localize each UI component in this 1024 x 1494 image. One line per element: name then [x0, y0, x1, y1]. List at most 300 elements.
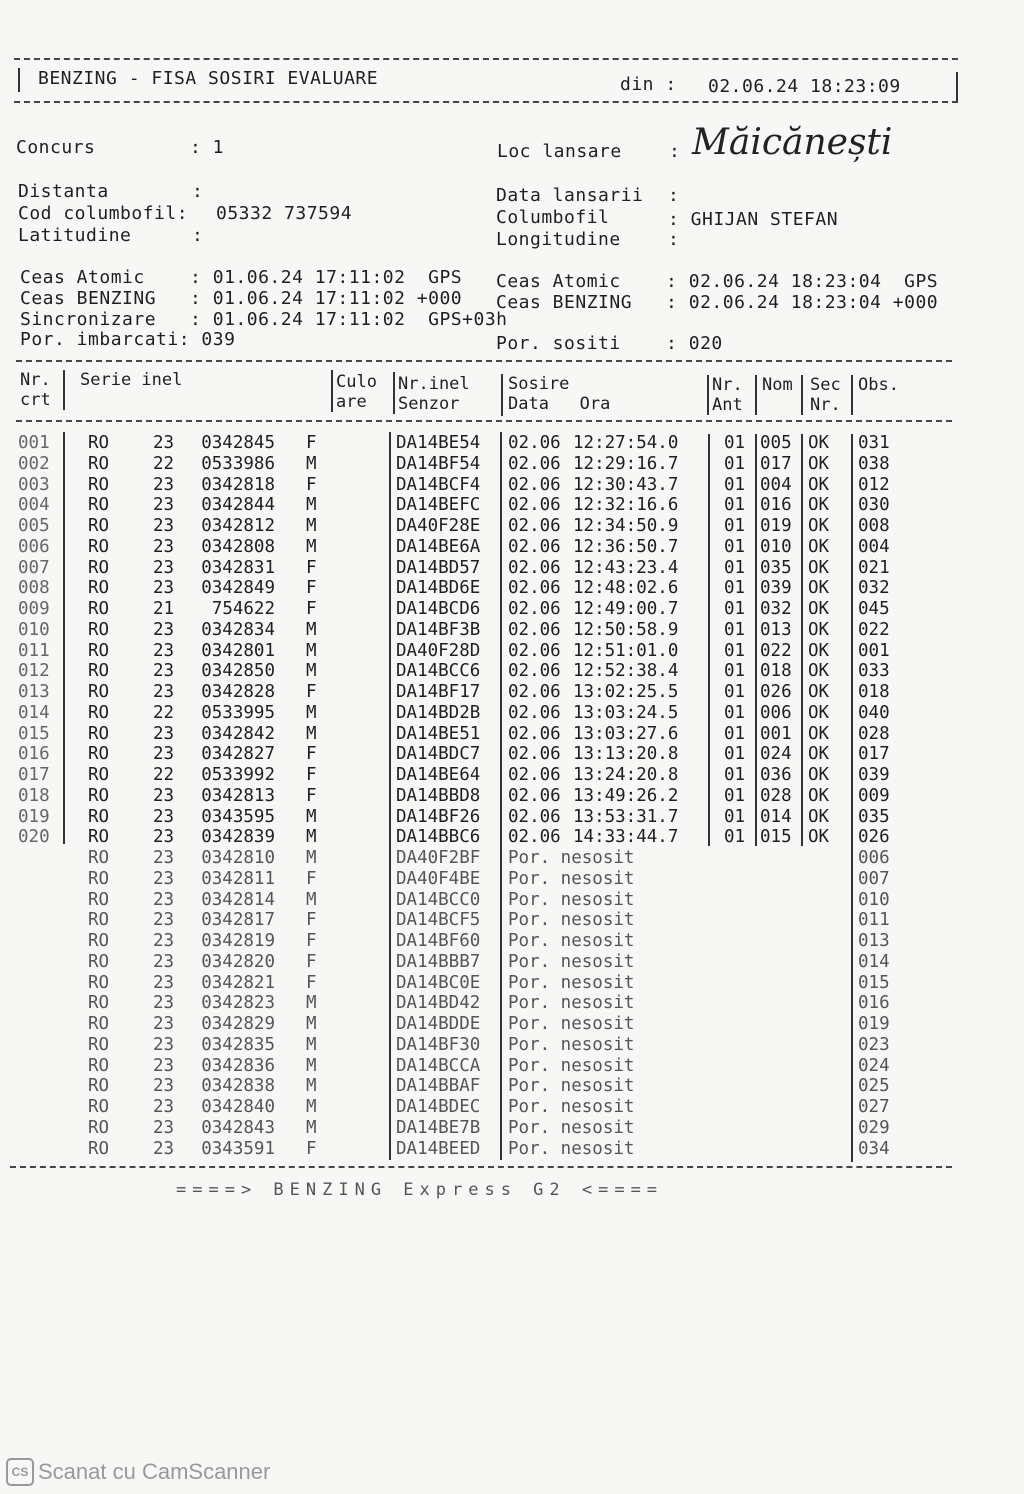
ring-country: RO	[88, 910, 110, 931]
ceas-atomic-end: Ceas Atomic : 02.06.24 18:23:04 GPS	[496, 271, 939, 292]
sensor-id: DA14BE64	[396, 765, 481, 785]
security-status: OK	[808, 474, 830, 495]
antenna: 01	[724, 557, 746, 578]
antenna: 01	[724, 433, 746, 453]
col-nr-line1: Nr.	[20, 370, 51, 390]
observation: 010	[858, 889, 890, 910]
ring-country: RO	[88, 474, 110, 495]
row-number: 020	[18, 827, 50, 848]
ring-country: RO	[88, 536, 110, 557]
arrival-status: Por. nesosit	[508, 868, 635, 889]
nominal: 017	[760, 453, 792, 474]
sensor-id: DA40F28E	[396, 516, 481, 536]
arrival-time: 12:29:16.7	[573, 453, 679, 474]
antenna: 01	[724, 495, 746, 516]
table-row-not-arrived	[0, 1097, 1024, 1118]
nominal: 019	[760, 516, 792, 536]
row-number: 009	[18, 599, 50, 619]
arrival-date: 02.06	[508, 702, 561, 723]
nominal: 018	[760, 661, 792, 682]
row-number: 006	[18, 536, 50, 557]
sex: F	[306, 433, 317, 453]
col-ant-line2: Ant	[712, 395, 743, 415]
col-ant-line1: Nr.	[712, 375, 743, 395]
ring-number: 0342818	[201, 474, 275, 495]
security-status: OK	[808, 453, 830, 474]
ring-country: RO	[88, 1034, 110, 1055]
ring-number: 0342840	[201, 1097, 275, 1117]
nominal: 016	[760, 495, 792, 516]
sex: M	[306, 1055, 317, 1076]
sensor-id: DA14BCF4	[396, 474, 481, 495]
ring-country: RO	[88, 1055, 110, 1076]
sex: F	[306, 1138, 317, 1159]
ring-number: 0342808	[201, 536, 275, 557]
sensor-id: DA14BE51	[396, 723, 481, 744]
columns-top-rule	[16, 360, 952, 362]
header-sep	[755, 375, 757, 415]
cod-columbofil-label: Cod columbofil:	[18, 203, 189, 224]
table-row	[0, 433, 1024, 454]
arrival-time: 13:03:27.6	[573, 723, 679, 744]
arrival-time: 12:30:43.7	[573, 474, 679, 495]
arrival-status: Por. nesosit	[508, 1034, 635, 1055]
observation: 008	[858, 516, 890, 536]
sheet-title: BENZING - FISA SOSIRI EVALUARE	[38, 68, 379, 89]
ring-year: 23	[153, 910, 175, 931]
ring-year: 21	[153, 599, 175, 619]
arrival-time: 12:32:16.6	[573, 495, 679, 516]
observation: 033	[858, 661, 890, 682]
row-number: 017	[18, 765, 50, 785]
observation: 040	[858, 702, 890, 723]
antenna: 01	[724, 599, 746, 619]
ring-number: 0533992	[201, 765, 275, 785]
observation: 009	[858, 785, 890, 806]
sex: M	[306, 536, 317, 557]
observation: 026	[858, 827, 890, 848]
ring-country: RO	[88, 1076, 110, 1097]
arrival-time: 13:49:26.2	[573, 785, 679, 806]
observation: 022	[858, 619, 890, 640]
row-number: 011	[18, 640, 50, 661]
ring-number: 0342850	[201, 661, 275, 682]
sex: M	[306, 1097, 317, 1117]
arrival-date: 02.06	[508, 723, 561, 744]
ring-year: 23	[153, 557, 175, 578]
arrival-status: Por. nesosit	[508, 1076, 635, 1097]
sex: M	[306, 619, 317, 640]
arrival-status: Por. nesosit	[508, 1055, 635, 1076]
row-number: 005	[18, 516, 50, 536]
header-sep	[851, 375, 853, 415]
ring-year: 23	[153, 972, 175, 993]
row-number: 013	[18, 682, 50, 702]
latitudine-value: :	[192, 225, 204, 246]
sensor-id: DA14BE54	[396, 433, 481, 453]
observation: 028	[858, 723, 890, 744]
observation: 004	[858, 536, 890, 557]
table-row	[0, 765, 1024, 786]
sensor-id: DA14BCC0	[396, 889, 481, 910]
ring-country: RO	[88, 619, 110, 640]
col-nr-inel-senzor	[398, 374, 470, 414]
ring-country: RO	[88, 640, 110, 661]
sex: F	[306, 474, 317, 495]
col-inel-line2: Senzor	[398, 394, 460, 414]
sex: M	[306, 827, 317, 848]
sensor-id: DA14BF30	[396, 1034, 481, 1055]
row-number: 007	[18, 557, 50, 578]
arrival-date: 02.06	[508, 661, 561, 682]
table-row	[0, 807, 1024, 828]
sensor-id: DA14BE7B	[396, 1117, 481, 1138]
row-number: 014	[18, 702, 50, 723]
security-status: OK	[808, 516, 830, 536]
col-sec-line1: Sec	[810, 375, 841, 395]
ring-number: 0342823	[201, 993, 275, 1014]
sensor-id: DA14BE6A	[396, 536, 481, 557]
antenna: 01	[724, 827, 746, 848]
security-status: OK	[808, 806, 830, 827]
table-row	[0, 558, 1024, 579]
nominal: 013	[760, 619, 792, 640]
arrival-date: 02.06	[508, 827, 561, 848]
table-row	[0, 599, 1024, 620]
row-number: 008	[18, 578, 50, 599]
ring-number: 0342849	[201, 578, 275, 599]
arrival-date: 02.06	[508, 453, 561, 474]
sensor-id: DA14BF26	[396, 806, 481, 827]
ring-year: 23	[153, 951, 175, 972]
sensor-id: DA14BF60	[396, 931, 481, 951]
security-status: OK	[808, 536, 830, 557]
ring-country: RO	[88, 578, 110, 599]
ring-year: 23	[153, 1055, 175, 1076]
ring-number: 0342811	[201, 868, 275, 889]
header-sep	[801, 375, 803, 415]
arrival-status: Por. nesosit	[508, 931, 635, 951]
sensor-id: DA14BEFC	[396, 495, 481, 516]
columbofil-label: Columbofil	[496, 207, 610, 228]
ring-year: 22	[153, 453, 175, 474]
security-status: OK	[808, 785, 830, 806]
sex: M	[306, 848, 317, 868]
security-status: OK	[808, 744, 830, 765]
header-sep	[501, 374, 503, 416]
ring-year: 22	[153, 702, 175, 723]
camscanner-logo-icon: CS	[6, 1458, 34, 1486]
ring-country: RO	[88, 433, 110, 453]
arrival-time: 12:50:58.9	[573, 619, 679, 640]
row-number: 001	[18, 433, 50, 453]
arrival-date: 02.06	[508, 578, 561, 599]
concurs-value: : 1	[190, 137, 225, 158]
arrival-date: 02.06	[508, 765, 561, 785]
table-row-not-arrived	[0, 910, 1024, 931]
antenna: 01	[724, 578, 746, 599]
ring-country: RO	[88, 702, 110, 723]
ring-country: RO	[88, 516, 110, 536]
row-number: 016	[18, 744, 50, 765]
data-lansarii-value: :	[668, 185, 680, 206]
table-row-not-arrived	[0, 1076, 1024, 1097]
antenna: 01	[724, 765, 746, 785]
antenna: 01	[724, 619, 746, 640]
col-sec-nr	[810, 375, 841, 415]
ring-year: 23	[153, 889, 175, 910]
col-nom: Nom	[762, 375, 793, 395]
sincronizare: Sincronizare : 01.06.24 17:11:02 GPS+03h	[20, 309, 508, 330]
security-status: OK	[808, 495, 830, 516]
col-obs: Obs.	[858, 375, 899, 395]
ceas-benzing-end: Ceas BENZING : 02.06.24 18:23:04 +000	[496, 292, 939, 313]
arrival-status: Por. nesosit	[508, 910, 635, 931]
sensor-id: DA14BBB7	[396, 951, 481, 972]
arrival-date: 02.06	[508, 516, 561, 536]
ring-number: 0342812	[201, 516, 275, 536]
arrival-date: 02.06	[508, 785, 561, 806]
security-status: OK	[808, 578, 830, 599]
observation: 045	[858, 599, 890, 619]
observation: 032	[858, 578, 890, 599]
ring-country: RO	[88, 806, 110, 827]
col-culo-line2: are	[336, 392, 367, 412]
ring-year: 23	[153, 1138, 175, 1159]
arrival-date: 02.06	[508, 640, 561, 661]
observation: 038	[858, 453, 890, 474]
table-row-not-arrived	[0, 973, 1024, 994]
observation: 015	[858, 972, 890, 993]
ring-country: RO	[88, 599, 110, 619]
table-row	[0, 475, 1024, 496]
sensor-id: DA14BCC6	[396, 661, 481, 682]
ring-number: 0342834	[201, 619, 275, 640]
sensor-id: DA14BDC7	[396, 744, 481, 765]
nominal: 015	[760, 827, 792, 848]
nominal: 006	[760, 702, 792, 723]
security-status: OK	[808, 619, 830, 640]
antenna: 01	[724, 516, 746, 536]
watermark-text: Scanat cu CamScanner	[38, 1459, 271, 1484]
col-inel-line1: Nr.inel	[398, 374, 470, 394]
table-row-not-arrived	[0, 1014, 1024, 1035]
ring-year: 23	[153, 1034, 175, 1055]
sex: F	[306, 682, 317, 702]
sex: F	[306, 599, 317, 619]
sensor-id: DA14BEED	[396, 1138, 481, 1159]
security-status: OK	[808, 433, 830, 453]
sensor-id: DA40F28D	[396, 640, 481, 661]
arrival-status: Por. nesosit	[508, 1014, 635, 1034]
table-row	[0, 703, 1024, 724]
sex: M	[306, 889, 317, 910]
nominal: 005	[760, 433, 792, 453]
ring-country: RO	[88, 951, 110, 972]
header-sep	[393, 372, 395, 414]
nominal: 024	[760, 744, 792, 765]
table-row	[0, 744, 1024, 765]
sensor-id: DA14BBC6	[396, 827, 481, 848]
sex: F	[306, 744, 317, 765]
sex: M	[306, 723, 317, 744]
porumbei-sositi: Por. sositi : 020	[496, 333, 723, 354]
porumbei-imbarcati: Por. imbarcati: 039	[20, 329, 236, 350]
nominal: 001	[760, 723, 792, 744]
ceas-benzing-start: Ceas BENZING : 01.06.24 17:11:02 +000	[20, 288, 463, 309]
sex: M	[306, 1076, 317, 1097]
ring-country: RO	[88, 661, 110, 682]
report-datetime: 02.06.24 18:23:09	[708, 76, 901, 97]
ring-country: RO	[88, 557, 110, 578]
ring-number: 0342829	[201, 1014, 275, 1034]
col-sos-line2: Data Ora	[508, 394, 611, 414]
concurs-label: Concurs	[16, 137, 96, 158]
arrival-time: 13:03:24.5	[573, 702, 679, 723]
ring-number: 0342836	[201, 1055, 275, 1076]
ring-country: RO	[88, 1097, 110, 1117]
arrival-status: Por. nesosit	[508, 889, 635, 910]
sex: M	[306, 453, 317, 474]
ring-year: 23	[153, 1117, 175, 1138]
ring-number: 0342838	[201, 1076, 275, 1097]
security-status: OK	[808, 661, 830, 682]
arrival-time: 12:27:54.0	[573, 433, 679, 453]
ring-year: 23	[153, 785, 175, 806]
nominal: 036	[760, 765, 792, 785]
ring-year: 23	[153, 744, 175, 765]
table-row	[0, 495, 1024, 516]
sensor-id: DA14BBD8	[396, 785, 481, 806]
arrival-time: 12:36:50.7	[573, 536, 679, 557]
arrival-date: 02.06	[508, 599, 561, 619]
security-status: OK	[808, 640, 830, 661]
table-row	[0, 516, 1024, 537]
ring-number: 0342813	[201, 785, 275, 806]
arrival-status: Por. nesosit	[508, 848, 635, 868]
observation: 039	[858, 765, 890, 785]
ring-country: RO	[88, 1138, 110, 1159]
sensor-id: DA14BCD6	[396, 599, 481, 619]
observation: 024	[858, 1055, 890, 1076]
ring-year: 23	[153, 848, 175, 868]
observation: 019	[858, 1014, 890, 1034]
sensor-id: DA14BF17	[396, 682, 481, 702]
arrival-date: 02.06	[508, 536, 561, 557]
observation: 013	[858, 931, 890, 951]
table-row	[0, 682, 1024, 703]
observation: 031	[858, 433, 890, 453]
antenna: 01	[724, 536, 746, 557]
header-sep	[63, 370, 65, 410]
table-row-not-arrived	[0, 1056, 1024, 1077]
nominal: 014	[760, 806, 792, 827]
table-row-not-arrived	[0, 848, 1024, 869]
ring-year: 23	[153, 433, 175, 453]
arrival-status: Por. nesosit	[508, 1138, 635, 1159]
sex: F	[306, 931, 317, 951]
col-sosire	[508, 374, 610, 414]
ring-number: 0342810	[201, 848, 275, 868]
cod-columbofil-value: 05332 737594	[216, 203, 353, 224]
title-bottom-rule	[14, 101, 958, 103]
sensor-id: DA14BF54	[396, 453, 481, 474]
sensor-id: DA14BCF5	[396, 910, 481, 931]
ring-number: 0342831	[201, 557, 275, 578]
security-status: OK	[808, 765, 830, 785]
table-row-not-arrived	[0, 1118, 1024, 1139]
observation: 014	[858, 951, 890, 972]
ring-country: RO	[88, 453, 110, 474]
observation: 029	[858, 1117, 890, 1138]
ring-number: 0533995	[201, 702, 275, 723]
ring-country: RO	[88, 972, 110, 993]
col-culoare	[336, 372, 377, 412]
ring-number: 0343595	[201, 806, 275, 827]
ring-year: 23	[153, 931, 175, 951]
sex: F	[306, 972, 317, 993]
columbofil-value: : GHIJAN STEFAN	[668, 209, 839, 230]
row-number: 015	[18, 723, 50, 744]
arrival-time: 12:49:00.7	[573, 599, 679, 619]
sensor-id: DA14BD57	[396, 557, 481, 578]
antenna: 01	[724, 640, 746, 661]
ring-year: 23	[153, 516, 175, 536]
table-row	[0, 454, 1024, 475]
arrival-time: 13:02:25.5	[573, 682, 679, 702]
sensor-id: DA14BC0E	[396, 972, 481, 993]
antenna: 01	[724, 661, 746, 682]
nominal: 010	[760, 536, 792, 557]
arrival-status: Por. nesosit	[508, 972, 635, 993]
row-number: 018	[18, 785, 50, 806]
sex: M	[306, 1034, 317, 1055]
sex: M	[306, 661, 317, 682]
row-number: 004	[18, 495, 50, 516]
sex: M	[306, 1014, 317, 1034]
sex: F	[306, 578, 317, 599]
footer-brand: ====> BENZING Express G2 <====	[176, 1180, 664, 1200]
arrival-status: Por. nesosit	[508, 993, 635, 1014]
ring-year: 23	[153, 993, 175, 1014]
observation: 018	[858, 682, 890, 702]
arrival-time: 12:43:23.4	[573, 557, 679, 578]
arrival-time: 14:33:44.7	[573, 827, 679, 848]
sensor-id: DA40F4BE	[396, 868, 481, 889]
ring-country: RO	[88, 848, 110, 868]
ring-country: RO	[88, 682, 110, 702]
ring-number: 0342843	[201, 1117, 275, 1138]
antenna: 01	[724, 785, 746, 806]
ceas-atomic-start: Ceas Atomic : 01.06.24 17:11:02 GPS	[20, 267, 463, 288]
sex: F	[306, 765, 317, 785]
security-status: OK	[808, 557, 830, 578]
security-status: OK	[808, 599, 830, 619]
ring-country: RO	[88, 744, 110, 765]
arrival-date: 02.06	[508, 557, 561, 578]
distanta-label: Distanta	[18, 181, 109, 202]
observation: 001	[858, 640, 890, 661]
ring-number: 0342819	[201, 931, 275, 951]
ring-country: RO	[88, 1117, 110, 1138]
table-row	[0, 537, 1024, 558]
observation: 023	[858, 1034, 890, 1055]
sensor-id: DA40F2BF	[396, 848, 481, 868]
sex: M	[306, 640, 317, 661]
row-number: 012	[18, 661, 50, 682]
security-status: OK	[808, 827, 830, 848]
ring-number: 0342828	[201, 682, 275, 702]
